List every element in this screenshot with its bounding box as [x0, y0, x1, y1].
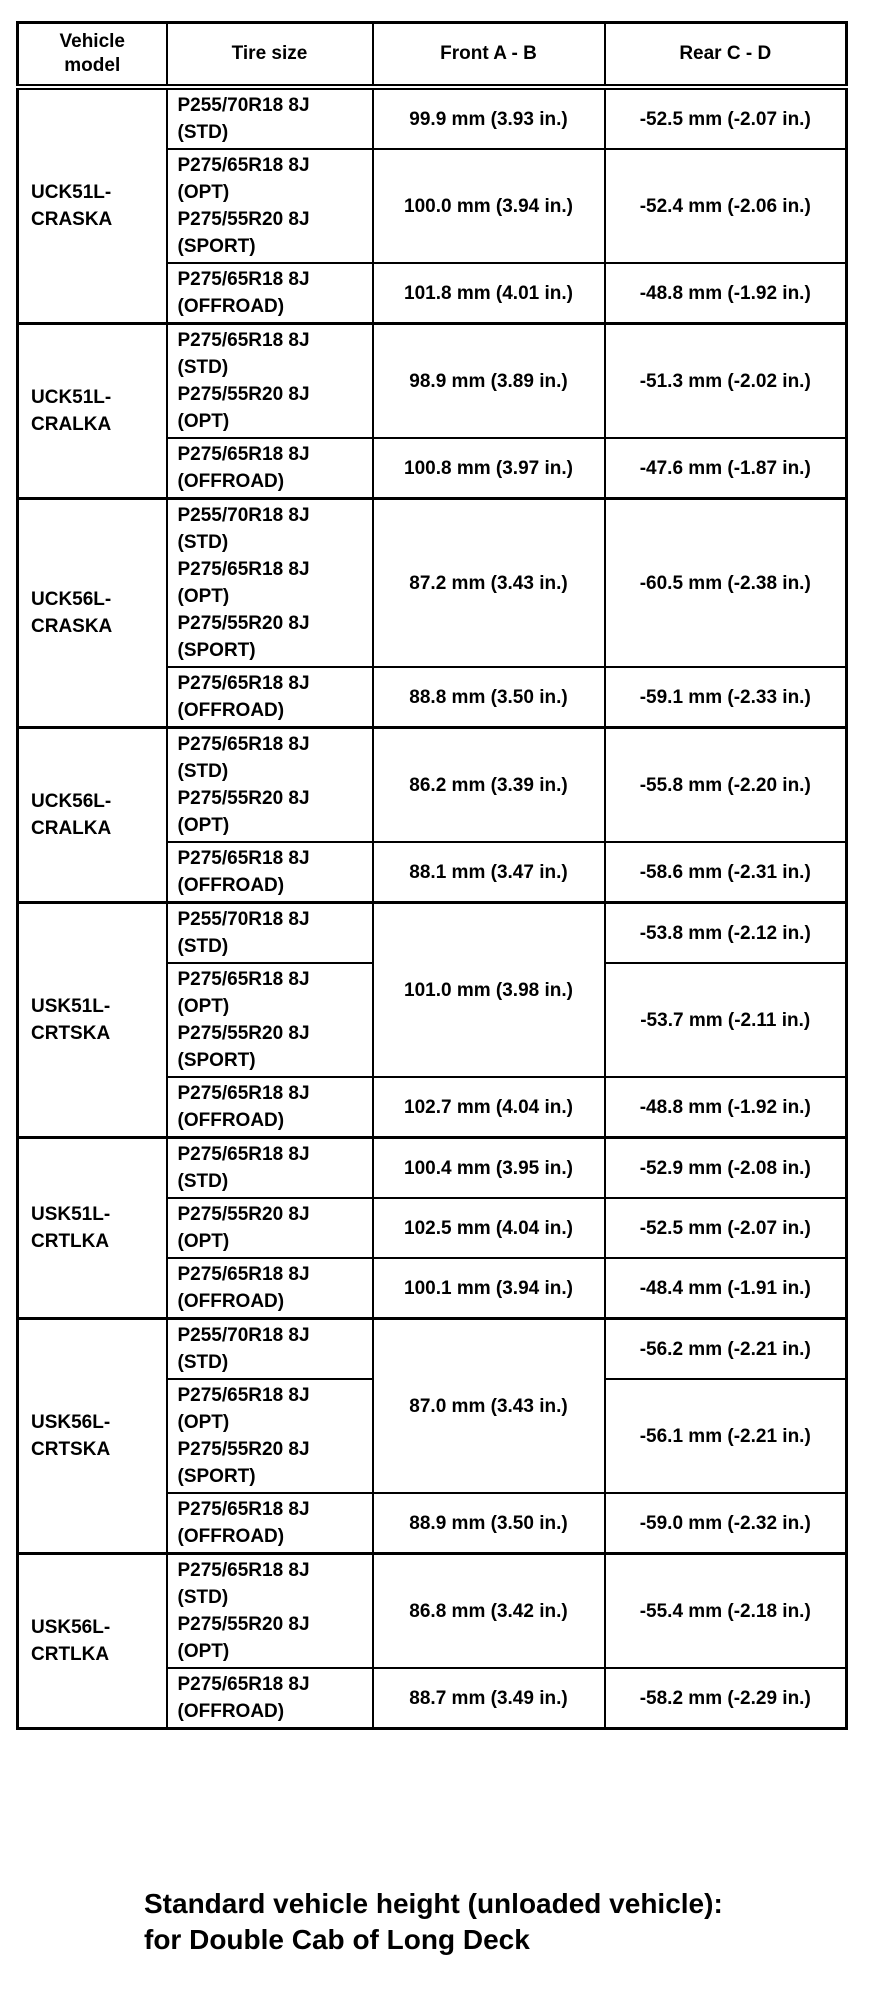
front-a-b-cell: 87.2 mm (3.43 in.) — [373, 499, 605, 668]
front-a-b-cell: 100.4 mm (3.95 in.) — [373, 1138, 605, 1199]
header-vehicle-model: Vehicle model — [18, 23, 167, 88]
vehicle-model-cell: UCK56L- CRASKA — [18, 499, 167, 728]
front-a-b-cell: 102.7 mm (4.04 in.) — [373, 1077, 605, 1138]
front-a-b-cell: 101.8 mm (4.01 in.) — [373, 263, 605, 324]
table-body — [18, 87, 847, 1729]
table-row — [18, 324, 847, 439]
front-a-b-cell: 88.7 mm (3.49 in.) — [373, 1668, 605, 1729]
rear-c-d-cell: -58.6 mm (-2.31 in.) — [605, 842, 847, 903]
front-a-b-cell: 100.8 mm (3.97 in.) — [373, 438, 605, 499]
tire-size-cell: P275/65R18 8J (OFFROAD) — [167, 1258, 373, 1319]
tire-size-cell: P275/65R18 8J (OPT) P275/55R20 8J (SPORT) — [167, 1379, 373, 1493]
table-row — [18, 728, 847, 843]
front-a-b-cell: 86.8 mm (3.42 in.) — [373, 1554, 605, 1669]
front-a-b-cell: 99.9 mm (3.93 in.) — [373, 87, 605, 149]
front-a-b-cell: 88.9 mm (3.50 in.) — [373, 1493, 605, 1554]
tire-size-cell: P275/65R18 8J (STD) P275/55R20 8J (OPT) — [167, 728, 373, 843]
table-row — [18, 903, 847, 964]
table-row — [18, 87, 847, 149]
front-a-b-cell: 88.1 mm (3.47 in.) — [373, 842, 605, 903]
front-a-b-cell: 100.0 mm (3.94 in.) — [373, 149, 605, 263]
rear-c-d-cell: -59.0 mm (-2.32 in.) — [605, 1493, 847, 1554]
table-row — [18, 1554, 847, 1669]
tire-size-cell: P275/65R18 8J (OFFROAD) — [167, 438, 373, 499]
tire-size-cell: P275/65R18 8J (OFFROAD) — [167, 1493, 373, 1554]
rear-c-d-cell: -59.1 mm (-2.33 in.) — [605, 667, 847, 728]
tire-size-cell: P255/70R18 8J (STD) P275/65R18 8J (OPT) P275/55R20 8J (SPORT) — [167, 499, 373, 668]
front-a-b-cell: 102.5 mm (4.04 in.) — [373, 1198, 605, 1258]
rear-c-d-cell: -48.8 mm (-1.92 in.) — [605, 263, 847, 324]
rear-c-d-cell: -47.6 mm (-1.87 in.) — [605, 438, 847, 499]
rear-c-d-cell: -58.2 mm (-2.29 in.) — [605, 1668, 847, 1729]
rear-c-d-cell: -51.3 mm (-2.02 in.) — [605, 324, 847, 439]
rear-c-d-cell: -48.8 mm (-1.92 in.) — [605, 1077, 847, 1138]
vehicle-model-cell: USK56L- CRTLKA — [18, 1554, 167, 1729]
vehicle-model-cell: UCK51L- CRALKA — [18, 324, 167, 499]
vehicle-model-cell: USK56L- CRTSKA — [18, 1319, 167, 1554]
vehicle-model-cell: USK51L- CRTSKA — [18, 903, 167, 1138]
front-a-b-cell: 101.0 mm (3.98 in.) — [373, 903, 605, 1078]
vehicle-model-cell: USK51L- CRTLKA — [18, 1138, 167, 1319]
rear-c-d-cell: -53.7 mm (-2.11 in.) — [605, 963, 847, 1077]
front-a-b-cell: 86.2 mm (3.39 in.) — [373, 728, 605, 843]
header-rear-c-d: Rear C - D — [605, 23, 847, 88]
header-front-a-b: Front A - B — [373, 23, 605, 88]
table-row — [18, 1319, 847, 1380]
rear-c-d-cell: -52.9 mm (-2.08 in.) — [605, 1138, 847, 1199]
front-a-b-cell: 87.0 mm (3.43 in.) — [373, 1319, 605, 1494]
tire-size-cell: P255/70R18 8J (STD) — [167, 1319, 373, 1380]
tire-size-cell: P275/65R18 8J (OFFROAD) — [167, 667, 373, 728]
tire-size-cell: P275/65R18 8J (OFFROAD) — [167, 842, 373, 903]
tire-size-cell: P275/65R18 8J (STD) P275/55R20 8J (OPT) — [167, 1554, 373, 1669]
front-a-b-cell: 100.1 mm (3.94 in.) — [373, 1258, 605, 1319]
rear-c-d-cell: -56.1 mm (-2.21 in.) — [605, 1379, 847, 1493]
rear-c-d-cell: -56.2 mm (-2.21 in.) — [605, 1319, 847, 1380]
vehicle-model-cell: UCK51L- CRASKA — [18, 87, 167, 324]
table-header-row — [18, 23, 847, 88]
figure-caption: Standard vehicle height (unloaded vehicle): for Double Cab of Long Deck — [144, 1888, 723, 1955]
tire-size-cell: P275/65R18 8J (OPT) P275/55R20 8J (SPORT) — [167, 963, 373, 1077]
vehicle-model-cell: UCK56L- CRALKA — [18, 728, 167, 903]
front-a-b-cell: 98.9 mm (3.89 in.) — [373, 324, 605, 439]
tire-size-cell: P275/65R18 8J (OFFROAD) — [167, 1077, 373, 1138]
rear-c-d-cell: -52.4 mm (-2.06 in.) — [605, 149, 847, 263]
tire-size-cell: P255/70R18 8J (STD) — [167, 903, 373, 964]
header-tire-size: Tire size — [167, 23, 373, 88]
tire-size-cell: P275/65R18 8J (STD) — [167, 1138, 373, 1199]
rear-c-d-cell: -55.4 mm (-2.18 in.) — [605, 1554, 847, 1669]
tire-size-cell: P275/65R18 8J (STD) P275/55R20 8J (OPT) — [167, 324, 373, 439]
tire-size-cell: P275/65R18 8J (OPT) P275/55R20 8J (SPORT) — [167, 149, 373, 263]
rear-c-d-cell: -55.8 mm (-2.20 in.) — [605, 728, 847, 843]
rear-c-d-cell: -52.5 mm (-2.07 in.) — [605, 87, 847, 149]
rear-c-d-cell: -53.8 mm (-2.12 in.) — [605, 903, 847, 964]
front-a-b-cell: 88.8 mm (3.50 in.) — [373, 667, 605, 728]
rear-c-d-cell: -52.5 mm (-2.07 in.) — [605, 1198, 847, 1258]
table-row — [18, 1138, 847, 1199]
tire-size-cell: P275/65R18 8J (OFFROAD) — [167, 263, 373, 324]
rear-c-d-cell: -48.4 mm (-1.91 in.) — [605, 1258, 847, 1319]
tire-size-cell: P275/65R18 8J (OFFROAD) — [167, 1668, 373, 1729]
tire-size-cell: P275/55R20 8J (OPT) — [167, 1198, 373, 1258]
rear-c-d-cell: -60.5 mm (-2.38 in.) — [605, 499, 847, 668]
table-row — [18, 499, 847, 668]
vehicle-height-table — [16, 21, 848, 1730]
tire-size-cell: P255/70R18 8J (STD) — [167, 87, 373, 149]
